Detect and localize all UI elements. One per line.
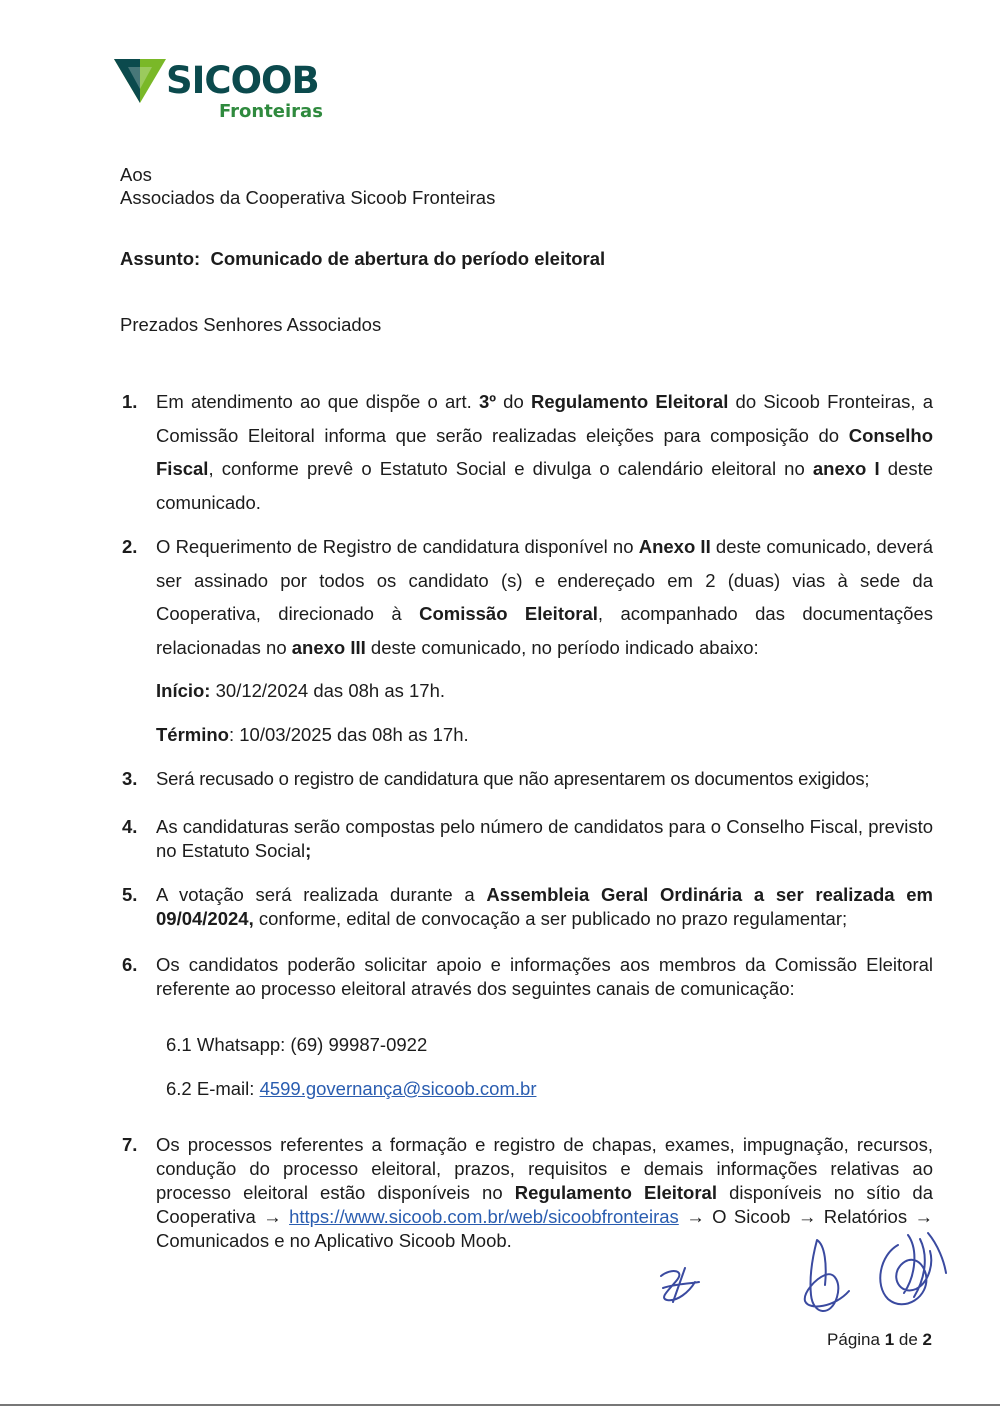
initials-signature-2 [795, 1235, 865, 1320]
recipient: Associados da Cooperativa Sicoob Fronteiras [120, 187, 496, 208]
item-number: 2. [122, 536, 138, 557]
item-number: 6. [122, 954, 138, 975]
sicoob-logo [112, 55, 342, 125]
item-number: 4. [122, 816, 138, 837]
subject-label: Assunto: [120, 248, 201, 269]
logo-wordmark: SICOOB [166, 59, 319, 102]
email-contact: 6.2 E-mail: 4599.governança@sicoob.com.br [166, 1078, 537, 1099]
item-number: 3. [122, 768, 138, 789]
item-1-paragraph: Em atendimento ao que dispõe o art. 3º do Regulamento Eleitoral do Sicoob Fronteiras, a Comissão Eleitoral informa que serão realizadas eleições para composição do Conselho Fiscal, conforme prevê o Estatuto Social e divulga o calendário eleitoral no anexo I deste comunicado. [156, 391, 933, 513]
email-link[interactable]: 4599.governança@sicoob.com.br [259, 1078, 537, 1099]
item-2-paragraph: O Requerimento de Registro de candidatura disponível no Anexo II deste comunicado, deverá ser assinado por todos os candidato (s) e endereçado em 2 (duas) vias à sede da Cooperativa, direcionado à Comissão Eleitoral, acompanhado das documentações relacionadas no anexo III deste comunicado, no período indicado abaixo: [156, 536, 933, 658]
item-5-paragraph: A votação será realizada durante a Assembleia Geral Ordinária a ser realizada em 09/04/2024, conforme, edital de convocação a ser publicado no prazo regulamentar; [156, 884, 933, 929]
whatsapp-contact: 6.1 Whatsapp: (69) 99987-0922 [166, 1034, 428, 1055]
item-3-paragraph: Será recusado o registro de candidatura que não apresentarem os documentos exigidos; [156, 768, 870, 789]
sicoob-logo-icon [112, 55, 168, 107]
initials-signature-3 [868, 1225, 953, 1320]
website-link[interactable]: https://www.sicoob.com.br/web/sicoobfronteiras [289, 1206, 679, 1227]
subject-text: Comunicado de abertura do período eleitoral [210, 248, 606, 269]
initials-signature-1 [655, 1262, 705, 1306]
logo-subtitle: Fronteiras [219, 101, 323, 122]
item-number: 5. [122, 884, 138, 905]
item-6-paragraph: Os candidatos poderão solicitar apoio e informações aos membros da Comissão Eleitoral referente ao processo eleitoral através dos seguintes canais de comunicação: [156, 954, 933, 999]
subject-line [120, 247, 605, 271]
item-number: 7. [122, 1134, 138, 1155]
item-7-paragraph: Os processos referentes a formação e registro de chapas, exames, impugnação, recursos, condução do processo eleitoral, prazos, requisitos e demais informações relativas ao processo eleitoral estão disponíveis no Regulamento Eleitoral disponíveis no sítio da Cooperativa → https://www.sicoob.com.br/web/sicoobfronteiras → O Sicoob → Relatórios → Comunicados e no Aplicativo Sicoob Moob. [156, 1134, 933, 1251]
period-end: Término: 10/03/2025 das 08h as 17h. [156, 724, 469, 745]
scan-border-line [0, 1404, 1000, 1406]
salutation-to: Aos [120, 164, 152, 185]
greeting: Prezados Senhores Associados [120, 314, 382, 335]
page-number: Página 1 de 2 [827, 1330, 932, 1349]
item-4-paragraph: As candidaturas serão compostas pelo número de candidatos para o Conselho Fiscal, previsto no Estatuto Social; [156, 816, 933, 861]
period-start: Início: 30/12/2024 das 08h as 17h. [156, 680, 446, 701]
item-number: 1. [122, 391, 138, 412]
